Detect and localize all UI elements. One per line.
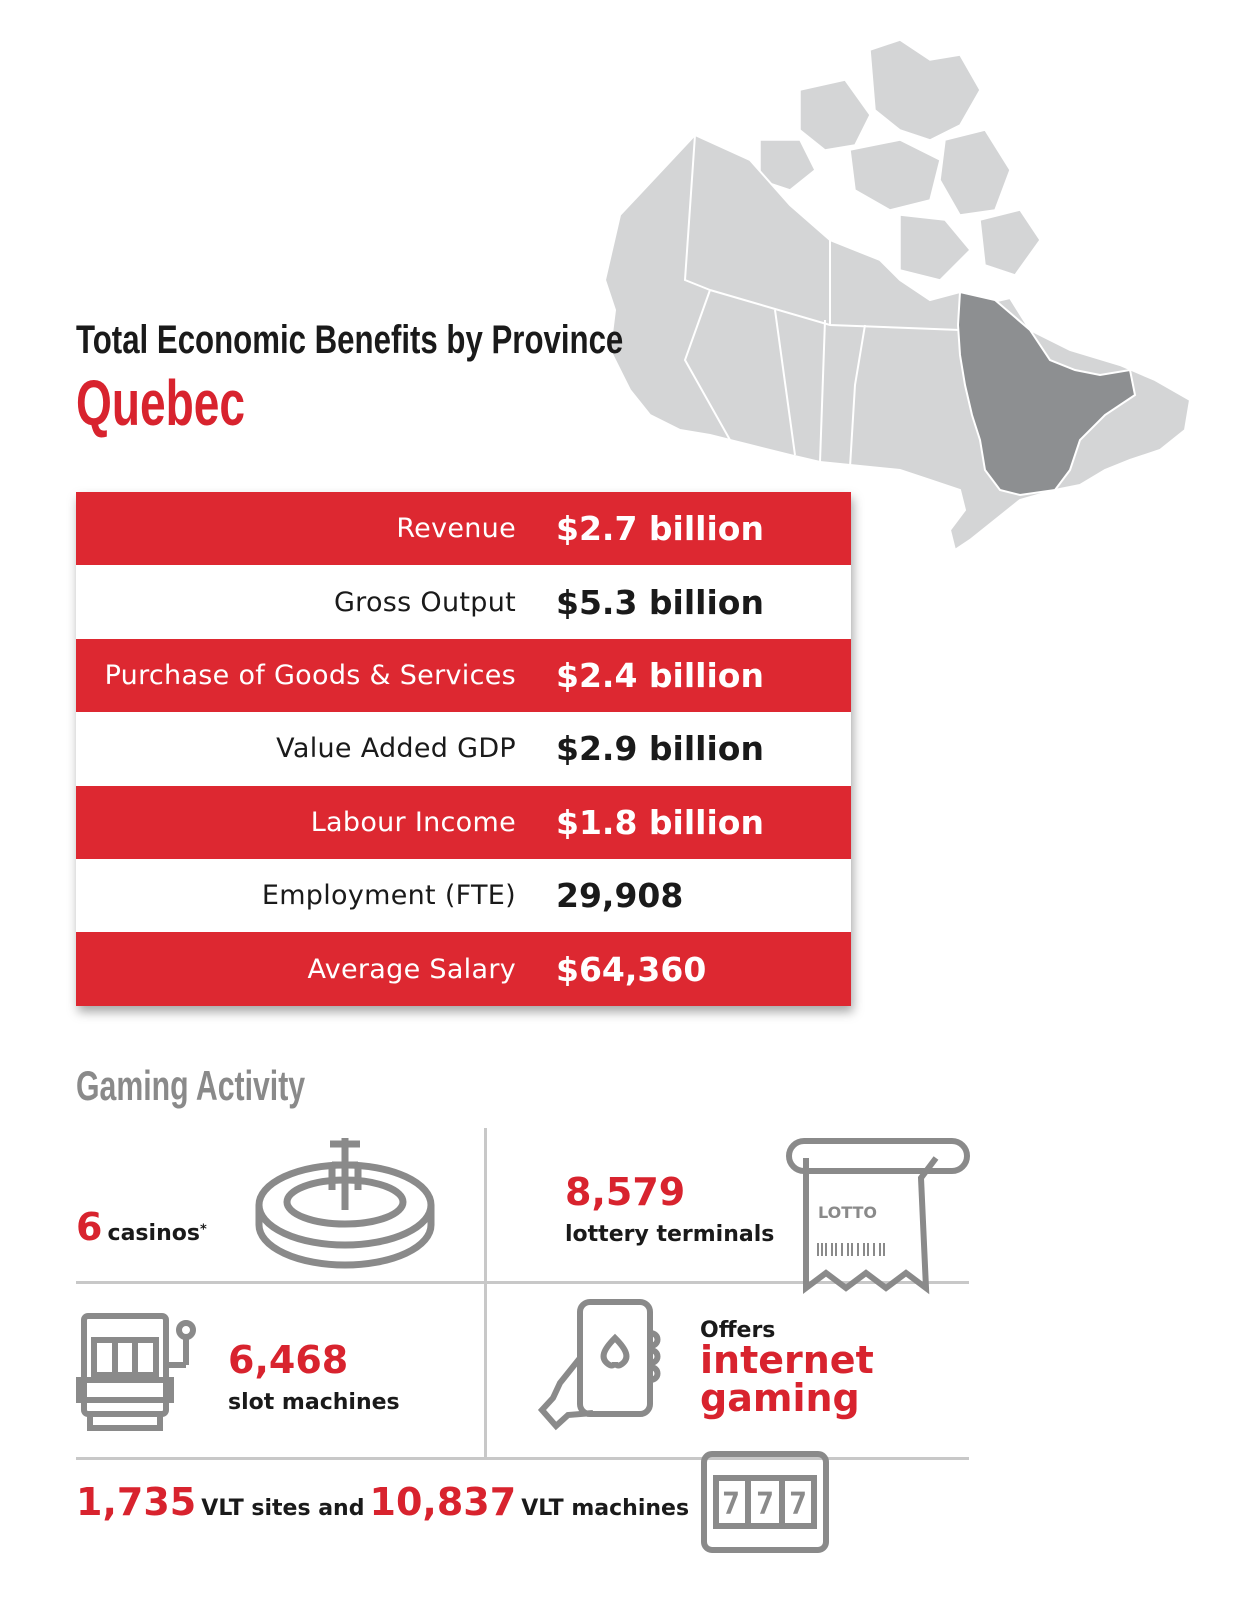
slot-machine-icon [76,1310,196,1432]
divider-horizontal [76,1457,969,1460]
vlt-sites-count: 1,735 [76,1480,197,1524]
stat-row-revenue [76,492,851,565]
stat-row-purchase [76,639,851,712]
lotto-ticket-icon [786,1138,972,1308]
canada-map-icon [600,30,1200,560]
phone-in-hand-icon [538,1298,668,1433]
roulette-wheel-icon [252,1130,438,1270]
stat-value: $2.4 billion [556,655,764,695]
slots-label: slot machines [228,1390,400,1415]
economic-stats-table [76,492,851,1006]
internet-line2: gaming [700,1376,860,1420]
svg-text:7: 7 [722,1487,741,1522]
stat-label: Purchase of Goods & Services [104,659,516,691]
stat-value: $1.8 billion [556,802,764,842]
stat-label: Labour Income [310,806,516,838]
vlt-sites-label: VLT sites and [201,1496,365,1521]
svg-text:7: 7 [756,1487,775,1522]
stat-label: Average Salary [307,953,516,985]
stat-row-gdp [76,712,851,785]
vlt-777-icon [700,1450,830,1555]
casinos-footnote: * [199,1222,207,1238]
casinos-count: 6 [76,1205,103,1249]
lottery-count: 8,579 [565,1170,686,1214]
stat-value: $64,360 [556,949,707,989]
stat-row-gross-output [76,565,851,638]
stat-row-employment [76,859,851,932]
stat-value: $2.7 billion [556,509,764,549]
stat-value: $5.3 billion [556,582,764,622]
stat-label: Value Added GDP [276,733,516,765]
canada-map [600,30,1200,560]
slots-count: 6,468 [228,1338,349,1382]
lottery-label: lottery terminals [565,1222,775,1247]
casinos-label: casinos [107,1221,200,1246]
vlt-machines-label: VLT machines [521,1496,690,1521]
stat-label: Employment (FTE) [261,880,516,912]
province-name: Quebec [76,367,246,439]
stat-label: Gross Output [333,586,516,618]
stat-row-labour-income [76,786,851,859]
vlt-stat [76,1480,689,1524]
internet-line1: internet [700,1338,874,1382]
divider-vertical [484,1128,487,1458]
stat-value: 29,908 [556,876,684,916]
stat-label: Revenue [396,513,516,545]
stat-value: $2.9 billion [556,729,764,769]
svg-text:7: 7 [789,1487,808,1522]
gaming-activity-heading: Gaming Activity [76,1062,306,1109]
lotto-logo-text: LOTTO [818,1203,878,1222]
internet-prefix: Offers [700,1318,776,1343]
casinos-stat [76,1205,207,1249]
page-title: Total Economic Benefits by Province [76,318,624,362]
vlt-machines-count: 10,837 [369,1480,517,1524]
stat-row-average-salary [76,932,851,1005]
